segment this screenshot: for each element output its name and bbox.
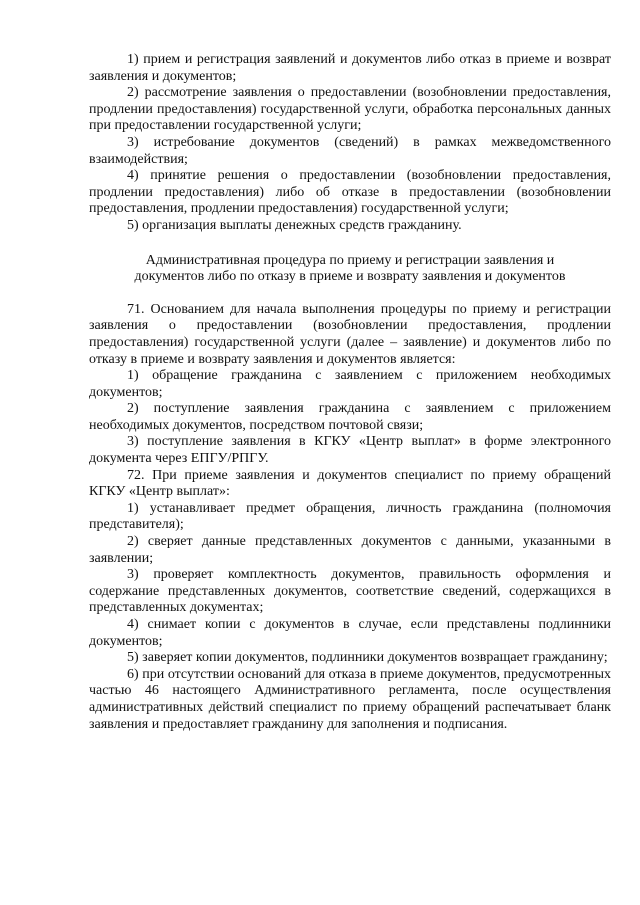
- list-item: 2) сверяет данные представленных документов с данными, указанными в заявлении;: [89, 534, 611, 566]
- list-item: 2) рассмотрение заявления о предоставлении (возобновлении предоставления, продлении предоставления) государственной услуги, обработка персональных данных при предоставлении государственной услуги;: [89, 85, 611, 134]
- list-item: 2) поступление заявления гражданина с заявлением с приложением необходимых документов, посредством почтовой связи;: [89, 401, 611, 433]
- list-item: 3) истребование документов (сведений) в рамках межведомственного взаимодействия;: [89, 134, 611, 167]
- document-page: [89, 52, 611, 733]
- section-heading-line-1: Административная процедура по приему и регистрации заявления и: [145, 252, 555, 268]
- list-item: 6) при отсутствии оснований для отказа в приеме документов, предусмотренных частью 46 настоящего Административного регламента, после осуществления административных действий специалист по приему обращений распечатывает бланк заявления и предоставляет гражданину для заполнения и подписания.: [89, 666, 611, 732]
- list-item: 4) снимает копии с документов в случае, если представлены подлинники документов;: [89, 617, 611, 649]
- list-item: 1) прием и регистрация заявлений и документов либо отказ в приеме и возврат заявления и документов;: [89, 52, 611, 84]
- section-heading-line-2: документов либо по отказу в приеме и возврату заявления и документов: [134, 269, 566, 285]
- list-item: 4) принятие решения о предоставлении (возобновлении предоставления, продлении предоставления) либо об отказе в предоставлении (возобновлении предоставления, продлении предоставления) государственной услуги;: [89, 168, 611, 217]
- paragraph-72: 72. При приеме заявления и документов специалист по приему обращений КГКУ «Центр выплат»:: [89, 467, 611, 500]
- list-item: 1) обращение гражданина с заявлением с приложением необходимых документов;: [89, 368, 611, 400]
- list-item: 1) устанавливает предмет обращения, личность гражданина (полномочия представителя);: [89, 500, 611, 533]
- list-item: 3) поступление заявления в КГКУ «Центр выплат» в форме электронного документа через ЕПГУ/РПГУ.: [89, 434, 611, 467]
- paragraph-71: 71. Основанием для начала выполнения процедуры по приему и регистрации заявления о предоставлении (возобновлении предоставления, продлении предоставления) государственной услуги (далее – заявление) и документов либо по отказу в приеме и возврату заявления и документов является:: [89, 301, 611, 367]
- list-item: 5) заверяет копии документов, подлинники документов возвращает гражданину;: [127, 650, 608, 666]
- list-item: 5) организация выплаты денежных средств гражданину.: [127, 217, 462, 233]
- list-item: 3) проверяет комплектность документов, правильность оформления и содержание представленных документов, соответствие сведений, содержащихся в представленных документах;: [89, 567, 611, 616]
